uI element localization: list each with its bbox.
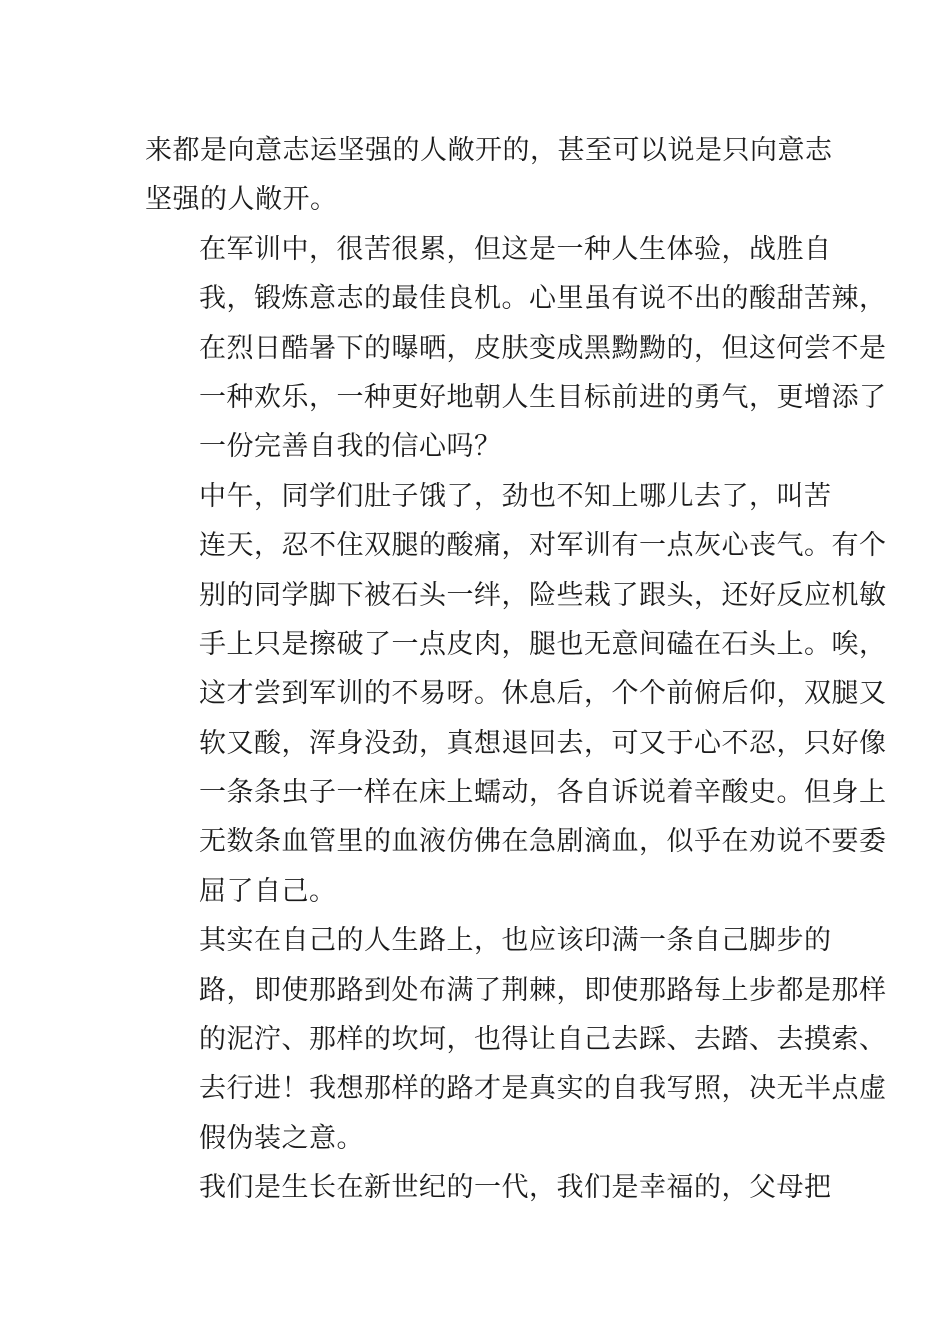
text-line: 坚强的人敞开。 [145, 184, 338, 216]
body-text [145, 126, 887, 1213]
text-line: 手上只是擦破了一点皮肉，腿也无意间磕在石头上。唉， [199, 628, 887, 660]
paragraph [145, 225, 887, 472]
text-line: 这才尝到军训的不易呀。休息后，个个前俯后仰，双腿又 [199, 678, 887, 710]
text-line: 一份完善自我的信心吗？ [199, 431, 502, 463]
text-line: 在烈日酷暑下的曝晒，皮肤变成黑黝黝的，但这何尝不是 [199, 332, 887, 364]
text-line: 中午，同学们肚子饿了，劲也不知上哪儿去了，叫苦 [199, 480, 832, 512]
text-line: 路，即使那路到处布满了荆棘，即使那路每上步都是那样 [199, 974, 887, 1006]
text-line: 别的同学脚下被石头一绊，险些栽了跟头，还好反应机敏 [199, 579, 887, 611]
text-line: 我，锻炼意志的最佳良机。心里虽有说不出的酸甜苦辣， [199, 283, 887, 315]
text-line: 一种欢乐，一种更好地朝人生目标前进的勇气，更增添了 [199, 381, 887, 413]
text-line: 一条条虫子一样在床上蠕动，各自诉说着辛酸史。但身上 [199, 777, 887, 809]
paragraph [145, 472, 887, 917]
text-line: 去行进！我想那样的路才是真实的自我写照，决无半点虚 [199, 1073, 887, 1105]
text-line: 在军训中，很苦很累，但这是一种人生体验，战胜自 [199, 233, 832, 265]
text-line: 屈了自己。 [199, 875, 337, 907]
paragraph [145, 1163, 832, 1212]
text-line: 我们是生长在新世纪的一代，我们是幸福的，父母把 [199, 1172, 832, 1204]
text-line: 的泥泞、那样的坎坷，也得让自己去踩、去踏、去摸索、 [199, 1024, 887, 1056]
text-line: 来都是向意志运坚强的人敞开的，甚至可以说是只向意志 [145, 135, 833, 166]
paragraph [145, 916, 887, 1163]
paragraph [145, 126, 833, 225]
text-line: 软又酸，浑身没劲，真想退回去，可又于心不忍，只好像 [199, 727, 887, 759]
text-line: 其实在自己的人生路上，也应该印满一条自己脚步的 [199, 925, 832, 957]
text-line: 连天，忍不住双腿的酸痛，对军训有一点灰心丧气。有个 [199, 530, 887, 562]
text-line: 无数条血管里的血液仿佛在急剧滴血，似乎在劝说不要委 [199, 826, 887, 858]
text-line: 假伪装之意。 [199, 1122, 364, 1154]
